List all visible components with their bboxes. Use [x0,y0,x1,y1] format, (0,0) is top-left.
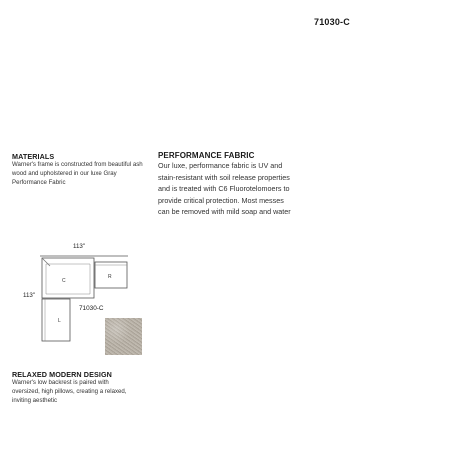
product-code: 71030-C [314,17,350,27]
relaxed-design-heading: RELAXED MODERN DESIGN [12,370,112,379]
right-piece-label: R [108,274,112,280]
materials-description: Warner's frame is constructed from beautiful ash wood and upholstered in our luxe Gray Performance Fabric [12,161,143,187]
left-piece-outline [42,299,70,341]
performance-fabric-heading: PERFORMANCE FABRIC [158,151,255,160]
performance-fabric-description: Our luxe, performance fabric is UV and stain-resistant with soil release properties and is treated with C6 Fluorotelomoers to provide critical protection. Most messes can be removed with mild soap and water [158,161,291,217]
fabric-swatch [105,318,142,355]
diagram-model-label: 71030-C [79,305,104,312]
corner-piece-label: C [62,278,66,284]
relaxed-design-description: Warner's low backrest is paired with oversized, high pillows, creating a relaxed, inviting aesthetic [12,379,127,405]
materials-heading: MATERIALS [12,152,55,161]
left-piece-label: L [58,318,61,324]
depth-dimension-label: 113" [23,292,36,299]
width-dimension-label: 113" [73,243,86,250]
corner-seat-outline [46,264,90,294]
